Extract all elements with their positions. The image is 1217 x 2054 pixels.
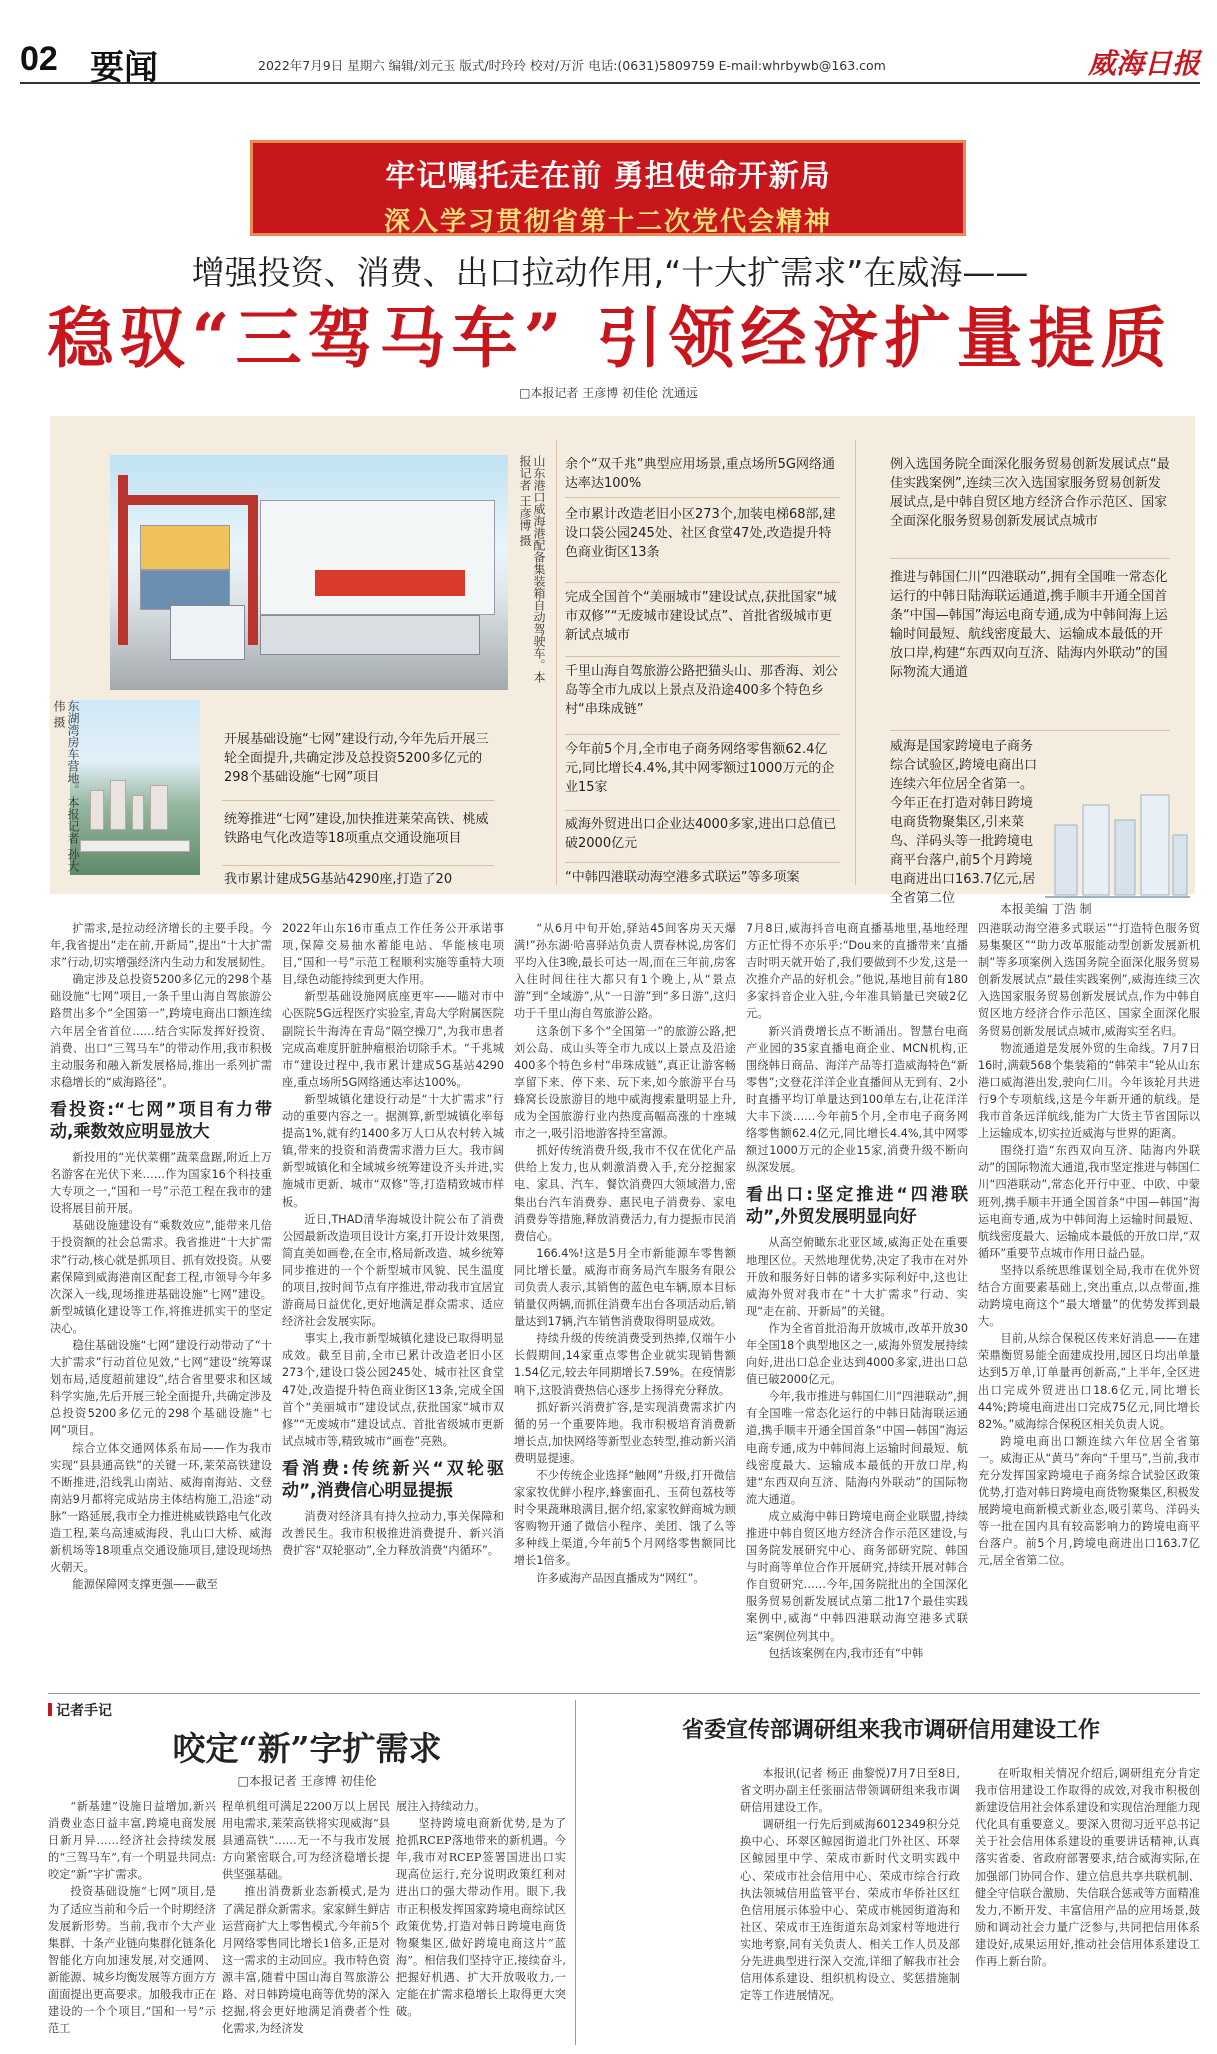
divider [565,810,840,811]
info-left-item-2: 统筹推进“七网”建设,加快推进莱荣高铁、桃威铁路电气化改造等18项重点交通设施项目 [224,812,489,846]
section-title: 要闻 [90,48,158,88]
paragraph: 2022年山东16市重点工作任务公开承诺事项,保障交易抽水蓄能电站、华能核电项目,“国和一号”示范工程顺利实施等重特大项目,绿色动能持续到更大作用。 [282,922,504,987]
info-right-item-3: 威海是国家跨境电子商务综合试验区,跨境电商出口连续六年位居全省第一。今年正在打造对韩日跨境电商货物聚集区,引来菜鸟、洋码头等一批跨境电商平台落户,前5个月跨境电商进出口163.7亿元,居全省第二位 [890,739,1038,906]
info-mid-item-3: 完成全国首个“美丽城市”建设试点,获批国家“城市双修”“无废城市建设试点”、首批省级城市更新试点城市 [565,590,837,643]
side-article-column-1 [740,1765,960,2045]
divider [890,558,1170,559]
paragraph: 不少传统企业选择“触网”升级,打开微信家家牧优鲜小程序,蜂蜜面孔、玉荷包荔枝等时令果蔬琳琅满目,据介绍,家家牧鲜商城为顾客购物开通了微信小程序、美团、饿了么等多种线上渠道,今年前5个月网络零售额同比增长1倍多。 [514,1469,736,1568]
notes-column-3 [396,1798,566,2043]
divider [222,800,494,801]
article-column-3 [514,920,736,1680]
paragraph: 跨境电商出口额连续六年位居全省第一。威海正从“黄马”奔向“千里马”,当前,我市充分发挥国家跨境电子商务综合试验区政策优势,打造对韩日跨境电商货物聚集区,积极发展跨境电商新模式新业态,吸引菜鸟、洋码头等一批在国内具有较高影响力的跨境电商平台落户。前5个月,跨境电商进出口163.7亿元,居全省第二位。 [978,1434,1200,1568]
info-left-item-1: 开展基础设施“七网”建设行动,今年先后开展三轮全面提升,共确定涉及总投资5200多亿元的298个基础设施“七网”项目 [224,732,489,785]
divider [565,862,840,863]
side-article-column-2 [975,1765,1200,2045]
paragraph: 投资基础设施“七网”项目,是为了适应当前和今后一个时期经济发展新形势。当前,我市个大产业集群、十条产业链向集群化链条化智能化方向加速发展,对交通网、新能源、城乡均衡发展等方面方方面面提出更高要求。加般我市正在建设的一个个项目,“国和一号”示范工 [48,1885,216,2036]
issue-meta: 2022年7月9日 星期六 编辑/刘元玉 版式/时玲玲 校对/万沂 电话:(0631)5809759 E-mail:whrbywb@163.com [258,58,886,73]
article-column-5 [978,920,1200,1680]
article-column-4 [746,920,968,1680]
paragraph: 事实上,我市新型城镇化建设已取得明显成效。截至目前,全市已累计改造老旧小区273个,建设口袋公园245处、城市社区食堂47处,改造提升特色商业街区13条,完成全国首个“美丽城市”建设试点,获批国家“城市双修”“无废城市”建设试点、首批省级城市更新试点城市等,精致城市“画卷”亮熟。 [282,1332,504,1448]
photo1-caption: 山东港口威海港配备集装箱自动驾驶车。本报记者 王彦博 摄 [518,455,546,683]
paragraph: 新型城镇化建设行动是“十大扩需求”行动的重要内容之一。据测算,新型城镇化率每提高1%,就有约1400多万人口从农村转入城镇,带来的投资和消费需求潜力巨大。我市阔新型城镇化和全域城乡统筹建设齐头并进,实施城市更新、城市“双修”等,打造精致城市样板。 [282,1092,504,1209]
paragraph: 稳住基础设施“七网”建设行动带动了“十大扩需求”行动首位见效,“七网”建设“统筹谋划布局,适度超前建设”,结合省里要求和区域科学实施,先后开展三轮全面提升,共确定涉及总投资5200多亿元的298个基础设施“七网”项目。 [50,1338,272,1438]
subheading-export: 看出口:坚定推进“四港联动”,外贸发展明显向好 [746,1185,968,1228]
subheading-consumption: 看消费:传统新兴“双轮驱动”,消费信心明显提振 [282,1458,504,1501]
paragraph: 持续升级的传统消费受到热捧,仅端午小长假期间,14家重点零售企业就实现销售额1.54亿元,较去年同期增长7.59%。在疫情影响下,这股消费热信心逐步上扬得充分释放。 [514,1332,736,1397]
paragraph: 新兴消费增长点不断涌出。智慧台电商产业园的35家直播电商企业、MCN机构,正围绕韩日商品、海洋产品等打造威海特色“新零售”;文登花洋洋企业直播间从无到有、2小时直播平均订单量达到100单左右,让花洋洋大丰下淡……今年前5个月,全市电子商务网络零售额62.4亿元,同比增长4.4%,其中网零额过1000万元的企业15家,消费升级不断向纵深发展。 [746,1024,968,1175]
article-column-1 [50,920,272,1680]
info-mid-item-5: 今年前5个月,全市电子商务网络零售额62.4亿元,同比增长4.4%,其中网零额过1000万元的企业15家 [565,742,835,795]
paragraph: 近日,THAD清华海城设计院公布了消费公园最新改造项目设计方案,打开设计效果图,简直美如画卷,在全市,格局新改造、城乡统筹同步推进的一个个新型城市风貌、民生温度的项目,按时间节点有序推进,带动我市宜居宜游商局日益优化,更好地满足群众需求、适应经济社会发展实际。 [282,1212,504,1329]
divider [565,734,840,735]
paragraph: 程单机组可满足2200万以上居民用电需求,莱荣高铁将实现威海“县县通高铁”……无一不与我市发展方向紧密联合,可为经济稳增长提供坚强基础。 [222,1800,390,1882]
page-header [20,40,1200,88]
paragraph: 综合立体交通网体系布局——作为我市实现“县县通高铁”的关键一环,莱荣高铁建设不断推进,沿线乳山南站、威海南海站、文登南站9月都将完成站房主体结构施工,沿途“动脉”一路延展,我市全力推进桃威铁路电气化改造工程,莱乌高速威海段、乳山口大桥、威海新机场等18项重点交通设施项目,建设现场热火朝天。 [50,1441,272,1575]
divider [556,440,557,885]
info-right-item-1: 例入选国务院全面深化服务贸易创新发展试点“最佳实践案例”,连续三次入选国家服务贸易创新发展试点,是中韩自贸区地方经济合作示范区、国家全面深化服务贸易创新发展试点城市 [890,457,1170,529]
paragraph: 坚持以系统思维谋划全局,我市在优外贸结合方面要素基础上,突出重点,以点带面,推动跨境电商这个“最大增量”的优势发挥到最大。 [978,1263,1200,1329]
paragraph: 目前,从综合保税区传来好消息——在建荣鼎衡贸易能全面建成投用,园区日均出单量达到5万单,订单量再创新高,“上半年,全区进出口完成外贸进出口18.6亿元,同比增长44%;跨境电商进出口完成75亿元,同比增长82%。”威海综合保税区相关负责人说。 [978,1332,1200,1431]
paragraph: 展注入持续动力。 [396,1800,486,1813]
paragraph: 许多威海产品因直播成为“网红”。 [536,1571,705,1585]
paragraph: 围绕打造“东西双向互济、陆海内外联动”的国际物流大通道,我市坚定推进与韩国仁川“四港联动”,常态化开行中亚、中欧、中蒙班列,携手顺丰开通全国首条“中国—韩国”海运电商专通,成为中韩间海上运输时间最短、航线密度最大、运输成本最低的开放口岸,“双循环”重要节点城市作用日益凸显。 [978,1144,1200,1260]
info-mid-item-1: 余个“双千兆”典型应用场景,重点场所5G网络通达率达100% [565,457,835,491]
container-icon [260,500,495,615]
newspaper-logo: 威海日报 [1087,47,1200,80]
port-truck-photo [110,455,508,690]
photo2-caption: 东湖湾房车营地。本报记者 孙大伟 摄 [52,700,80,872]
info-right-item-2: 推进与韩国仁川“四港联动”,拥有全国唯一常态化运行的中韩日陆海联运通道,携手顺丰开通全国首条“中国—韩国”海运电商专通,成为中韩间海上运输时间最短、航线密度最大、运输成本最低的开放口岸,构建“东西双向互济、陆海内外联动”的国际物流大通道 [890,570,1168,680]
paragraph: 成立威海中韩日跨境电商企业联盟,持续推进中韩自贸区地方经济合作示范区建设,与国务院发展研究中心、商务部研究院、韩国与时商等单位合作开展研究,持续开展对韩合作自贸研究……今年,国务院批出的全国深化服务贸易创新发展试点第二批17个最佳实践案例中,威海“中韩四港联动海空港多式联运”案例位列其中。 [746,1509,968,1643]
divider [890,730,1170,731]
paragraph: 166.4%!这是5月全市新能源车零售额同比增长量。威海市商务局汽车服务有限公司负责人表示,其销售的蓝色电车辆,原本目标销量仅两辆,而抓住消费车出台各项活动后,销量达到17辆,汽车销售消费取得明显成效。 [514,1246,736,1329]
article-column-2 [282,920,504,1680]
banner-line-2: 深入学习贯彻省第十二次党代会精神 [383,207,832,237]
notes-column-2 [222,1798,390,2043]
paragraph: 消费对经济具有持久拉动力,事关保障和改善民生。我市积极推进消费提升、新兴消费扩容“双轮驱动”,全力释放消费“内循环”。 [282,1509,504,1558]
paragraph: 确定涉及总投资5200多亿元的298个基础设施“七网”项目,一条千里山海自驾旅游公路贯出多个“全国第一”,跨境电商出口额连续六年居全省首位……结合实际发挥好投资、消费、出口“三驾马车”的带动作用,我市积极主动服务和融入新发展格局,推出一系列扩需求稳增长的“威海路径”。 [50,973,272,1089]
banner-line-1: 牢记嘱托走在前 勇担使命开新局 [385,159,831,194]
paragraph: 能源保障网支撑更强——截至 [72,1578,218,1592]
paragraph: “从6月中旬开始,驿站45间客房天天爆满!”孙东湖·哈喜驿站负责人贾春林说,房客们平均入住3晚,最长可达一周,而在三年前,房客入住时间往往大都只有1个晚上,从“景点游”到“全域游”,从“一日游”到“多日游”,这归功于千里山海自驾旅游公路。 [514,922,736,1021]
paragraph: 在听取相关情况介绍后,调研组充分肯定我市信用建设工作取得的成效,对我市积极创新建设信用社会体系建设和实现信治理能力现代化具有重要意义。要深入贯彻习近平总书记关于社会信用体系建设的重要讲话精神,认真落实省委、省政府部署要求,结合威海实际,在加强部门协同合作、建立信息共享共联机制、健全守信联合激励、失信联合惩戒等方面精准发力,不断开发、丰富信用产品的应用场景,鼓励和调动社会力量广泛参与,共同把信用体系建设好,成果运用好,推动社会信用体系建设工作再上新台阶。 [975,1767,1200,1969]
tag-marker-icon [48,1703,52,1716]
paragraph: 作为全省首批沿海开放城市,改革开放30年全国18个典型地区之一,威海外贸发展持续向好,进出口总企业达到4000多家,进出口总值已破2000亿元。 [746,1321,968,1387]
divider [855,440,856,885]
paragraph: 基础设施建设有“乘数效应”,能带来几倍于投资额的社会总需求。我省推进“十大扩需求”行动,核心就是抓项目、抓有效投资。从要素保障到威海港南区配套工程,市领导今年多次深入一线,现场推进基础设施“七网”建设。新型城镇化建设等工作,将推进抓实干的坚定决心。 [50,1219,272,1335]
theme-banner [250,140,966,236]
divider [565,582,840,583]
paragraph: 包括该案例在内,我市还有“中韩 [768,1646,924,1660]
headline-byline: □本报记者 王彦博 初佳伦 沈通远 [519,386,698,400]
paragraph: “新基建”设施日益增加,新兴消费业态日益丰富,跨境电商发展日新月异……经济社会持续发展的“三驾马车”,有一个明显共同点:咬定“新”字扩需求。 [48,1800,216,1882]
building-icon [90,790,104,830]
info-mid-item-4: 千里山海自驾旅游公路把猫头山、那香海、刘公岛等全市九成以上景点及沿途400多个特色乡村“串珠成链” [565,664,839,717]
cityscape-illustration [1045,785,1190,905]
divider [222,865,494,866]
paragraph: 今年,我市推进与韩国仁川“四港联动”,拥有全国唯一常态化运行的中韩日陆海联运通道,携手顺丰开通全国首条“中国—韩国”海运电商专通,成为中韩间海上运输时间最短、航线密度最大、运输成本最低的开放口岸,构建“东西双向互济、陆海内外联动”的国际物流大通道。 [746,1390,968,1506]
divider [565,497,840,498]
paragraph: 本报讯(记者 杨正 曲黎悦)7月7日至8日,省文明办副主任张丽洁带领调研组来我市调研信用建设工作。 [740,1767,960,1815]
paragraph: 推出消费新业态新模式,是为了满足群众新需求。家家鲜生鲜店运营商扩大上零售模式,今年前5个月网络零售同比增长1倍多,正是对这一需求的主动回应。我市特色资源丰富,随着中国山海自驾旅游公路、对日韩跨境电商等优势的深入挖掘,将会更好地满足消费者个性化需求,为经济发 [222,1885,390,2036]
truck-trailer-icon [260,615,480,655]
building-icon [132,795,144,830]
notes-tag: 记者手记 [48,1700,112,1720]
crane-arm-icon [118,495,258,505]
paragraph: 7月8日,威海抖音电商直播基地里,基地经理方正忙得不亦乐乎:“Dou来的直播带来‘直播吉时明天就开始了,我们要做到不少发,这是一次推介产品的好机会。”他说,基地目前有180多家抖音企业入驻,今年准具销量已突破2亿元。 [746,922,968,1021]
subheading-investment: 看投资:“七网”项目有力带动,乘数效应明显放大 [50,1099,272,1142]
paragraph: 坚持跨境电商新优势,是为了抢抓RCEP落地带来的新机遇。今年,我市对RCEP签署国进出口实现高位运行,充分说明政策红利对进出口的强大带动作用。眼下,我市正积极发挥国家跨境电商综试区政策优势,打造对韩日跨境电商货物聚集区,做好跨境电商这片“蓝海”。相信我们坚持守正,接续奋斗,把握好机遇、扩大开放吸收力,一定能在扩需求稳增长上取得更大突破。 [396,1817,566,2019]
section-divider [48,1693,1200,1694]
divider [565,656,840,657]
paragraph: 抓好传统消费升级,我市不仅在优化产品供给上发力,也从刺激消费入手,充分挖掘家电、家具、汽车、餐饮消费四大领域潜力,密集出台汽车消费券、惠民电子消费券、家电消费券等措施,释放消费活力,有力提振市民消费信心。 [514,1144,736,1243]
paragraph: 抓好新兴消费扩容,是实现消费需求扩内循的另一个重要阵地。我市积极培育消费新增长点,加快网络等新型业态转型,推动新兴消费明显提速。 [514,1400,736,1465]
rv-camp-photo [70,700,200,875]
paragraph: 扩需求,是拉动经济增长的主要手段。今年,我省提出“走在前,开新局”,提出“十大扩需求”行动,切实增强经济内生动力和发展韧性。 [50,922,272,970]
page-number: 02 [20,40,58,78]
truck-cab-icon [170,605,245,660]
notes-headline: 咬定“新”字扩需求 [172,1729,442,1768]
side-article-headline: 省委宣传部调研组来我市调研信用建设工作 [681,1718,1100,1743]
main-headline: 稳驭“三驾马车” 引领经济扩量提质 [47,299,1173,377]
notes-column-1 [48,1798,216,2043]
headline-kicker: 增强投资、消费、出口拉动作用,“十大扩需求”在威海—— [191,253,1029,292]
truck-banner-icon [315,570,465,596]
column-divider [575,1700,576,2045]
paragraph: 物流通道是发展外贸的生命线。7月7日16时,满载568个集装箱的“韩荣丰”轮从山东港口威海港出发,驶向仁川。今年该轮月共进行9个专项航线,这是今年新开通的航线。是我市首条远洋航线,能为广大货主节省国际以上运输成本,切实拉近威海与世界的距离。 [978,1041,1200,1141]
building-icon [110,780,126,830]
paragraph: 这条创下多个“全国第一”的旅游公路,把刘公岛、成山头等全市九成以上景点及沿途400多个特色乡村“串珠成链”,真正让游客畅享留下来、停下来、玩下来,如今旅游平台马蜂窝长设旅游目的地中威海搜索量明显上升,成为全国旅游行业内热度高幅高涨的十座城市之一,吸引沿地游客持至富源。 [514,1024,736,1141]
paragraph: 新投用的“光伏菜棚”蔬菜盘踞,附近上万名游客在光伏下来……作为国家16个科技重大专项之一,“国和一号”示范工程在我市的建设将展目前开展。 [50,1150,272,1216]
paragraph: 四港联动海空港多式联运”“打造特色服务贸易集聚区”“助力改革服能动型创新发展新机制”等多项案例入选国务院全面深化服务贸易创新发展试点“最佳实践案例”,威海连续三次入选国家服务贸易创新发展试点,作为中韩自贸区地方经济合作示范区、国家全面深化服务贸易创新发展试点城市,威海实至名归。 [978,922,1200,1038]
info-mid-item-2: 全市累计改造老旧小区273个,加装电梯68部,建设口袋公园245处、社区食堂47处,改造提升特色商业街区13条 [565,507,836,560]
notes-byline: □本报记者 王彦博 初佳伦 [237,1774,377,1788]
container-icon [140,525,230,570]
container-icon [140,570,230,610]
paragraph: 从高空俯瞰东北亚区域,威海正处在重要地理区位。天然地理优势,决定了我市在对外开放和服务好日韩的诸多实际利好中,这也让威海外贸对我市在“十大扩需求”行动、实现“走在前、开新局”的关键。 [746,1236,968,1318]
infographic-credit: 本报美编 丁浩 制 [1000,902,1092,916]
building-icon [150,785,168,830]
info-mid-item-6: 威海外贸进出口企业达4000多家,进出口总值已破2000亿元 [565,817,837,851]
paragraph: 新型基础设施网底座更牢——瞄对市中心医院5G远程医疗实验室,青岛大学附属医院副院长牛海涛在青岛“隔空操刀”,为我市患者完成高难度肝脏肿瘤根治切除手术。“千兆城市”建设过程中,我市累计建成5G基站4290座,重点场所5G网络通达率达100%。 [282,990,504,1089]
rv-icon [80,840,190,852]
crane-leg-icon [248,495,258,645]
info-mid-item-7: “中韩四港联动海空港多式联运”等多项案 [565,870,800,885]
paragraph: 调研组一行先后到威海6012349积分兑换中心、环翠区鲸园街道北门外社区、环翠区鲸园里中学、荣成市新时代文明实践中心、荣成市社会信用中心、荣成市综合行政执法领城信用监管平台、荣成市华侨社区红色信用展示体验中心、荣成市桃园街道海和社区、荣成市王连街道东岛刘家村等地进行实地考察,同有关负责人、相关工作人员及部分先进典型进行深入交流,详细了解我市社会信用体系建设、组织机构设立、奖惩措施制定等工作进展情况。 [740,1818,960,2003]
info-left-item-3: 我市累计建成5G基站4290座,打造了20 [224,872,453,887]
